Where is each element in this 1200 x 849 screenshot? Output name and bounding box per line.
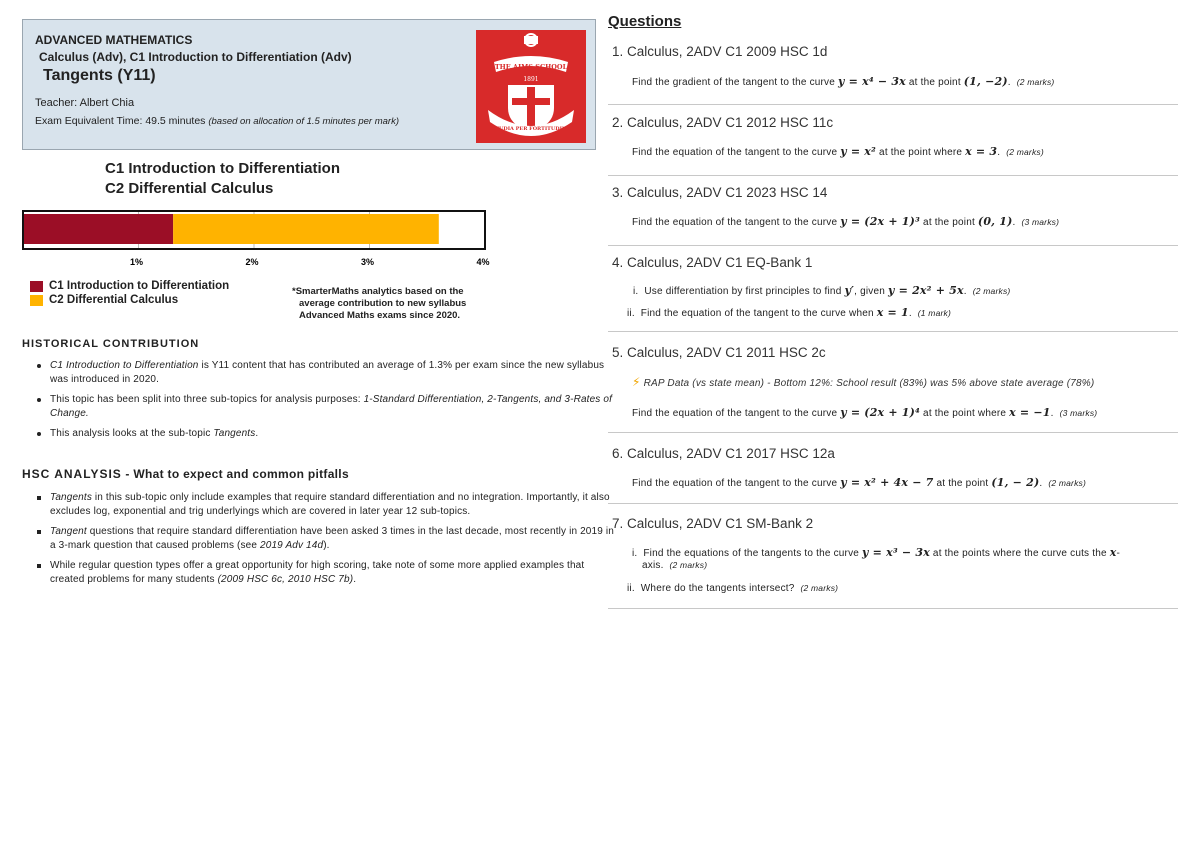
question-separator bbox=[608, 331, 1178, 332]
question-2 bbox=[608, 115, 1178, 130]
question-separator bbox=[608, 503, 1178, 504]
topic-title: Tangents (Y11) bbox=[43, 67, 156, 84]
part-label: ii. bbox=[627, 583, 635, 594]
question-3-text bbox=[632, 215, 1059, 228]
part-label: i. bbox=[633, 286, 639, 297]
historical-contribution-heading: HISTORICAL CONTRIBUTION bbox=[22, 338, 200, 350]
question-7-part-i bbox=[632, 546, 1120, 559]
list-item bbox=[50, 427, 618, 441]
tick-label: 3% bbox=[360, 257, 375, 267]
question-6-text bbox=[632, 476, 1086, 489]
course-title: Calculus (Adv), C1 Introduction to Differentiation (Adv) bbox=[39, 50, 352, 64]
chart-note-line-2: average contribution to new syllabus bbox=[299, 298, 467, 309]
header-box bbox=[22, 19, 596, 150]
question-title: 5. Calculus, 2ADV C1 2011 HSC 2c bbox=[612, 345, 826, 360]
legend-label-c2: C2 Differential Calculus bbox=[49, 294, 179, 306]
marks: (1 mark) bbox=[917, 308, 952, 318]
tick-label: 2% bbox=[245, 257, 259, 267]
text: at the point where bbox=[876, 147, 966, 158]
question-title: 4. Calculus, 2ADV C1 EQ-Bank 1 bbox=[612, 255, 813, 270]
time-note: (based on allocation of 1.5 minutes per mark) bbox=[208, 116, 399, 127]
teacher-label: Teacher: bbox=[35, 97, 78, 109]
text: ). bbox=[323, 540, 330, 551]
legend-swatch-c1 bbox=[30, 281, 43, 292]
part-label: i. bbox=[632, 548, 638, 559]
question-1 bbox=[608, 44, 1178, 59]
bar-segment-c1 bbox=[23, 214, 173, 244]
text: at the points where the curve cuts the bbox=[929, 548, 1110, 559]
chart-note-line-1: *SmarterMaths analytics based on the bbox=[292, 286, 464, 297]
question-separator bbox=[608, 104, 1178, 105]
text: in this sub-topic only include examples that require standard differentiation and no integration. Importantly, it also excludes log, exponential and trig underlyings which are covered in later year 12 sub-topics. bbox=[50, 492, 610, 517]
question-title: 1. Calculus, 2ADV C1 2009 HSC 1d bbox=[612, 44, 828, 59]
marks: (3 marks) bbox=[1059, 408, 1098, 418]
question-4 bbox=[608, 255, 1178, 270]
chart-title-line-1: C1 Introduction to Differentiation bbox=[105, 160, 340, 177]
hsc-title-rest: - What to expect and common pitfalls bbox=[121, 467, 349, 481]
text: . bbox=[1039, 478, 1043, 489]
hsc-title-bold: HSC ANALYSIS bbox=[22, 467, 122, 481]
tick-label: 4% bbox=[476, 257, 490, 267]
ref-text: (2009 HSC 6c, 2010 HSC 7b) bbox=[217, 574, 354, 585]
teacher-line bbox=[35, 97, 134, 109]
math-expr: y = x² bbox=[840, 145, 877, 158]
text: at the point where bbox=[920, 408, 1010, 419]
question-2-text bbox=[632, 145, 1044, 158]
text: . bbox=[255, 428, 259, 439]
text: . bbox=[963, 286, 967, 297]
marks: (2 marks) bbox=[1048, 478, 1087, 488]
text: Find the equation of the tangent to the curve bbox=[632, 217, 841, 228]
rap-text: RAP Data (vs state mean) - Bottom 12%: School result (83%) was 5% above state average (78%) bbox=[643, 378, 1095, 389]
text: . bbox=[997, 147, 1001, 158]
math-expr: y = x² + 4x − 7 bbox=[840, 476, 934, 489]
math-expr: (1, − 2) bbox=[991, 476, 1040, 489]
marks: (2 marks) bbox=[669, 560, 708, 570]
text: Find the gradient of the tangent to the curve bbox=[632, 77, 838, 88]
legend-label-c1: C1 Introduction to Differentiation bbox=[49, 280, 230, 292]
chart-note-line-3: Advanced Maths exams since 2020. bbox=[299, 310, 461, 321]
crest-year: 1891 bbox=[523, 76, 539, 83]
text: This topic has been split into three sub-topics for analysis purposes: bbox=[50, 394, 364, 405]
question-7 bbox=[608, 516, 1178, 531]
text: . bbox=[1050, 408, 1054, 419]
list-item bbox=[50, 359, 618, 387]
text: Find the equation of the tangent to the curve bbox=[632, 478, 841, 489]
text: , given bbox=[854, 286, 888, 297]
chart-title-line-2: C2 Differential Calculus bbox=[105, 180, 274, 197]
text: Find the equations of the tangents to the curve bbox=[643, 548, 863, 559]
math-expr: y = (2x + 1)³ bbox=[840, 215, 921, 228]
text: . bbox=[353, 574, 357, 585]
part-label: ii. bbox=[627, 308, 635, 319]
marks: (2 marks) bbox=[800, 583, 839, 593]
marks: (2 marks) bbox=[1016, 77, 1055, 87]
em-text: C1 Introduction to Differentiation bbox=[50, 360, 199, 371]
questions-heading: Questions bbox=[608, 13, 682, 30]
text: is Y11 content that has contributed an average of 1.3% per exam since the new syllabus was introduced in 2020. bbox=[50, 360, 605, 385]
text: Find the equation of the tangent to the curve bbox=[632, 408, 841, 419]
legend-swatch-c2 bbox=[30, 295, 43, 306]
math-expr: y = x³ − 3x bbox=[862, 546, 930, 559]
question-7-part-ii bbox=[627, 583, 838, 594]
text: . bbox=[1012, 217, 1016, 228]
text: Find the equation of the tangent to the curve bbox=[632, 147, 841, 158]
math-expr: y = (2x + 1)⁴ bbox=[840, 406, 921, 419]
text: Use differentiation by first principles to find bbox=[644, 286, 845, 297]
question-5 bbox=[608, 345, 1178, 360]
math-expr: y = 2x² + 5x bbox=[888, 284, 964, 297]
question-5-text bbox=[632, 406, 1097, 419]
question-5-rap-data bbox=[632, 375, 1094, 389]
question-6 bbox=[608, 446, 1178, 461]
question-title: 6. Calculus, 2ADV C1 2017 HSC 12a bbox=[612, 446, 835, 461]
exam-time-line bbox=[35, 115, 399, 127]
math-expr: (0, 1) bbox=[977, 215, 1013, 228]
text: questions that require standard differentiation have been asked 3 times in the last decade, most recently in 2019 in a 3-mark question that caused problems (see bbox=[50, 526, 614, 551]
marks: (3 marks) bbox=[1021, 217, 1060, 227]
time-value: 49.5 minutes bbox=[145, 115, 206, 127]
text: . bbox=[1007, 77, 1011, 88]
tick-label: 1% bbox=[129, 257, 144, 267]
text: While regular question types offer a great opportunity for high scoring, take note of some more applied examples that created problems for many students bbox=[50, 560, 585, 585]
question-separator bbox=[608, 245, 1178, 246]
list-item bbox=[50, 525, 618, 553]
crest-text: THE AIMS SCHOOL bbox=[494, 63, 568, 71]
em-text: 1-Standard Differentiation, 2-Tangents, and 3-Rates of Change. bbox=[50, 394, 613, 419]
hsc-analysis-list bbox=[22, 491, 618, 593]
contribution-bar-chart bbox=[18, 203, 498, 275]
marks: (2 marks) bbox=[972, 286, 1011, 296]
question-4-part-i bbox=[633, 284, 1010, 297]
hsc-analysis-heading bbox=[22, 467, 349, 481]
legend-item-c1 bbox=[30, 280, 229, 292]
math-expr: x = 3 bbox=[965, 145, 998, 158]
legend-item-c2 bbox=[30, 294, 178, 306]
question-7-part-i-line-2 bbox=[642, 560, 707, 571]
em-text: Tangents bbox=[50, 492, 92, 503]
text: Find the equation of the tangent to the curve when bbox=[640, 308, 877, 319]
question-1-text bbox=[632, 75, 1054, 88]
math-expr: y = x⁴ − 3x bbox=[838, 75, 906, 88]
question-4-part-ii bbox=[627, 306, 951, 319]
question-separator bbox=[608, 432, 1178, 433]
lightning-icon: ⚡ bbox=[632, 375, 641, 389]
text: at the point bbox=[933, 478, 992, 489]
list-item bbox=[50, 393, 618, 421]
text: - bbox=[1116, 548, 1121, 559]
math-expr: (1, −2) bbox=[963, 75, 1008, 88]
historical-list bbox=[22, 359, 618, 447]
time-label: Exam Equivalent Time: bbox=[35, 115, 143, 127]
list-item bbox=[50, 559, 618, 587]
question-3 bbox=[608, 185, 1178, 200]
marks: (2 marks) bbox=[1006, 147, 1044, 157]
em-text: Tangent bbox=[50, 526, 87, 537]
question-title: 2. Calculus, 2ADV C1 2012 HSC 11c bbox=[612, 115, 834, 130]
question-separator bbox=[608, 175, 1178, 176]
em-text: Tangents bbox=[213, 428, 256, 439]
text: Where do the tangents intersect? bbox=[640, 583, 795, 594]
bar-segment-c2 bbox=[173, 214, 439, 244]
math-expr: x = 1 bbox=[876, 306, 909, 319]
chart-footnote bbox=[292, 286, 497, 322]
text: axis. bbox=[642, 560, 664, 571]
teacher-name: Albert Chia bbox=[79, 97, 135, 109]
question-title: 7. Calculus, 2ADV C1 SM-Bank 2 bbox=[612, 516, 814, 531]
math-expr: x bbox=[1109, 546, 1117, 559]
question-title: 3. Calculus, 2ADV C1 2023 HSC 14 bbox=[612, 185, 828, 200]
text: This analysis looks at the sub-topic bbox=[50, 428, 214, 439]
ref-text: 2019 Adv 14d bbox=[260, 540, 324, 551]
crest-motto: STUDIA PER FORTITUDINE bbox=[491, 126, 571, 132]
text: at the point bbox=[905, 77, 964, 88]
subject-label: ADVANCED MATHEMATICS bbox=[35, 33, 193, 47]
question-separator bbox=[608, 608, 1178, 609]
school-crest-logo bbox=[476, 30, 586, 143]
math-expr: x = −1 bbox=[1009, 406, 1051, 419]
text: . bbox=[908, 308, 912, 319]
math-expr: y′ bbox=[844, 284, 855, 297]
list-item bbox=[50, 491, 618, 519]
text: at the point bbox=[920, 217, 978, 228]
